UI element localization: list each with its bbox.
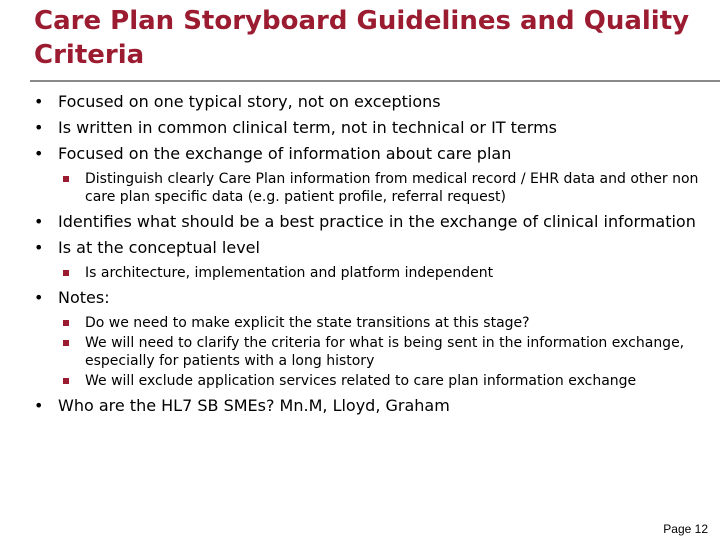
- bullet-dot-icon: •: [34, 396, 44, 415]
- bullet-dot-icon: •: [34, 118, 44, 137]
- sub-bullet-item: [34, 334, 704, 370]
- sub-bullet-text: Do we need to make explicit the state transitions at this stage?: [85, 315, 530, 331]
- square-bullet-icon: [63, 340, 69, 346]
- bullet-item: [34, 118, 704, 138]
- sub-bullet-item: [34, 372, 704, 390]
- bullet-dot-icon: •: [34, 288, 44, 307]
- sub-bullet-text: Distinguish clearly Care Plan information from medical record / EHR data and other non care plan specific data (e.g. patient profile, referral request): [85, 171, 699, 205]
- sub-bullet-item: [34, 170, 704, 206]
- slide-body: [34, 92, 704, 422]
- bullet-item: [34, 238, 704, 258]
- slide-title: Care Plan Storyboard Guidelines and Quality Criteria: [34, 6, 690, 70]
- sub-bullet-item: [34, 264, 704, 282]
- bullet-item: [34, 212, 704, 232]
- square-bullet-icon: [63, 378, 69, 384]
- sub-bullet-text: Is architecture, implementation and platform independent: [85, 265, 494, 281]
- bullet-item: [34, 144, 704, 164]
- bullet-text: Notes:: [58, 288, 110, 307]
- bullet-text: Identifies what should be a best practice in the exchange of clinical information: [58, 212, 696, 231]
- bullet-text: Focused on one typical story, not on exceptions: [58, 92, 441, 111]
- bullet-text: Who are the HL7 SB SMEs? Mn.M, Lloyd, Graham: [58, 396, 450, 415]
- square-bullet-icon: [63, 320, 69, 326]
- sub-bullet-text: We will exclude application services related to care plan information exchange: [85, 373, 637, 389]
- square-bullet-icon: [63, 270, 69, 276]
- bullet-text: Is written in common clinical term, not in technical or IT terms: [58, 118, 557, 137]
- bullet-text: Focused on the exchange of information about care plan: [58, 144, 512, 163]
- bullet-dot-icon: •: [34, 92, 44, 111]
- bullet-dot-icon: •: [34, 238, 44, 257]
- bullet-dot-icon: •: [34, 144, 44, 163]
- square-bullet-icon: [63, 176, 69, 182]
- sub-bullet-text: We will need to clarify the criteria for what is being sent in the information exchange, especially for patients with a long history: [85, 335, 685, 369]
- bullet-dot-icon: •: [34, 212, 44, 231]
- bullet-item: [34, 92, 704, 112]
- bullet-item: [34, 288, 704, 308]
- title-divider: [30, 80, 720, 82]
- bullet-text: Is at the conceptual level: [58, 238, 260, 257]
- sub-bullet-item: [34, 314, 704, 332]
- page-number: Page 12: [663, 522, 708, 536]
- bullet-item: [34, 396, 704, 416]
